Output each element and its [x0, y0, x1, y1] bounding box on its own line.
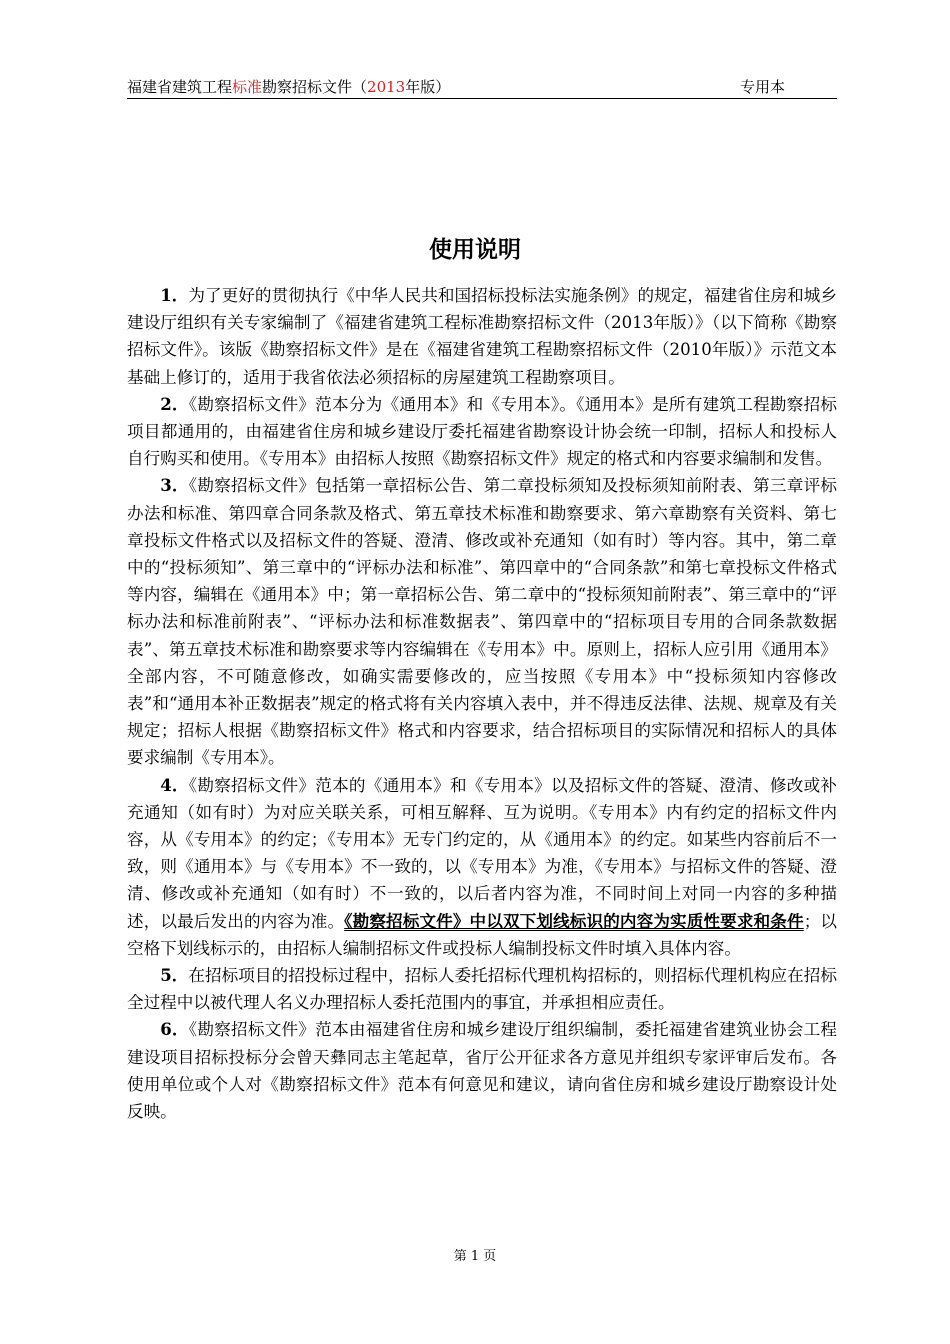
paragraph-number: 5． — [160, 965, 189, 986]
paragraph-text: 为了更好的贯彻执行《中华人民共和国招标投标法实施条例》的规定，福建省住房和城乡建设厅组织有关专家编制了《福建省建筑工程标准勘察招标文件（2013年版）》（以下简称《勘察招标文件》。该版《勘察招标文件》是在《福建省建筑工程勘察招标文件（2010年版）》示范文本基础上修订的，适用于我省依法必须招标的房屋建筑工程勘察项目。 — [127, 286, 837, 387]
header-volume-label: 专用本 — [739, 78, 785, 96]
paragraph-number: 1． — [160, 285, 189, 305]
paragraph-text: 《勘察招标文件》范本由福建省住房和城乡建设厅组织编制，委托福建省建筑业协会工程建设项目招标投标分会曾天彝同志主笔起草，省厅公开征求各方意见并组织专家评审后发布。各使用单位或个人对《勘察招标文件》范本有何意见和建议，请向省住房和城乡建设厅勘察设计处反映。 — [127, 1020, 838, 1122]
paragraph-number: 6． — [160, 1019, 189, 1040]
paragraph-1 — [127, 282, 837, 391]
header-document-title — [127, 76, 450, 98]
double-underlined-emphasis: 《勘察招标文件》中以双下划线标识的内容为实质性要求和条件 — [344, 910, 804, 931]
document-body — [127, 282, 837, 1125]
header-title-year: 2013 — [367, 78, 406, 96]
paragraph-5 — [127, 962, 837, 1016]
paragraph-number: 4． — [160, 774, 189, 795]
page-header — [127, 76, 837, 99]
paragraph-number: 3． — [160, 475, 189, 496]
page-number: 第 1 页 — [453, 1249, 497, 1264]
paragraph-text: 《勘察招标文件》范本的《通用本》和《专用本》以及招标文件的答疑、澄清、修改或补充通知（如有时）为对应关联关系，可相互解释、互为说明。《专用本》内有约定的招标文件内容，从《专用本》的约定；《专用本》无专门约定的，从《通用本》的约定。如某些内容前后不一致，则《通用本》与《专用本》不一致的，以《专用本》为准，《专用本》与招标文件的答疑、澄清、修改或补充通知（如有时）不一致的，以后者内容为准，不同时间上对同一内容的多种描述，以最后发出的内容为准。 — [127, 775, 838, 931]
paragraph-text: 在招标项目的招投标过程中，招标人委托招标代理机构招标的，则招标代理机构应在招标全过程中以被代理人名义办理招标人委托范围内的事宜，并承担相应责任。 — [127, 966, 837, 1013]
header-title-part3: 年版） — [405, 78, 451, 96]
paragraph-2 — [127, 391, 837, 473]
header-title-part1: 福建省建筑工程 — [127, 78, 233, 96]
paragraph-text: 《勘察招标文件》包括第一章招标公告、第二章投标须知及投标须知前附表、第三章评标办法和标准、第四章合同条款及格式、第五章技术标准和勘察要求、第六章勘察有关资料、第七章投标文件格式以及招标文件的答疑、澄清、修改或补充通知（如有时）等内容。其中，第二章中的“投标须知”、第三章中的“评标办法和标准”、第四章中的“合同条款”和第七章投标文件格式等内容，编辑在《通用本》中；第一章招标公告、第二章中的“投标须知前附表”、第三章中的“评标办法和标准前附表”、“评标办法和标准数据表”、第四章中的“招标项目专用的合同条款数据表”、第五章技术标准和勘察要求等内容编辑在《专用本》中。原则上，招标人应引用《通用本》全部内容，不可随意修改，如确实需要修改的，应当按照《专用本》中“投标须知内容修改表”和“通用本补正数据表”规定的格式将有关内容填入表中，并不得违反法律、法规、规章及有关规定；招标人根据《勘察招标文件》格式和内容要求，结合招标项目的实际情况和招标人的具体要求编制《专用本》。 — [127, 476, 838, 768]
header-title-part2: 勘察招标文件（ — [262, 78, 368, 96]
paragraph-number: 2． — [160, 393, 189, 414]
paragraph-4 — [127, 772, 837, 962]
paragraph-text-tail: ；以空格下划线标示的，由招标人编制招标文件或投标人编制投标文件时填入具体内容。 — [127, 911, 838, 958]
header-title-highlight: 标准 — [232, 78, 263, 96]
paragraph-3 — [127, 472, 837, 771]
paragraph-text: 《勘察招标文件》范本分为《通用本》和《专用本》。《通用本》是所有建筑工程勘察招标项目都通用的，由福建省住房和城乡建设厅委托福建省勘察设计协会统一印制，招标人和投标人自行购买和使用。《专用本》由招标人按照《勘察招标文件》规定的格式和内容要求编制和发售。 — [127, 394, 837, 469]
page-title: 使用说明 — [429, 237, 521, 263]
paragraph-6 — [127, 1016, 837, 1125]
